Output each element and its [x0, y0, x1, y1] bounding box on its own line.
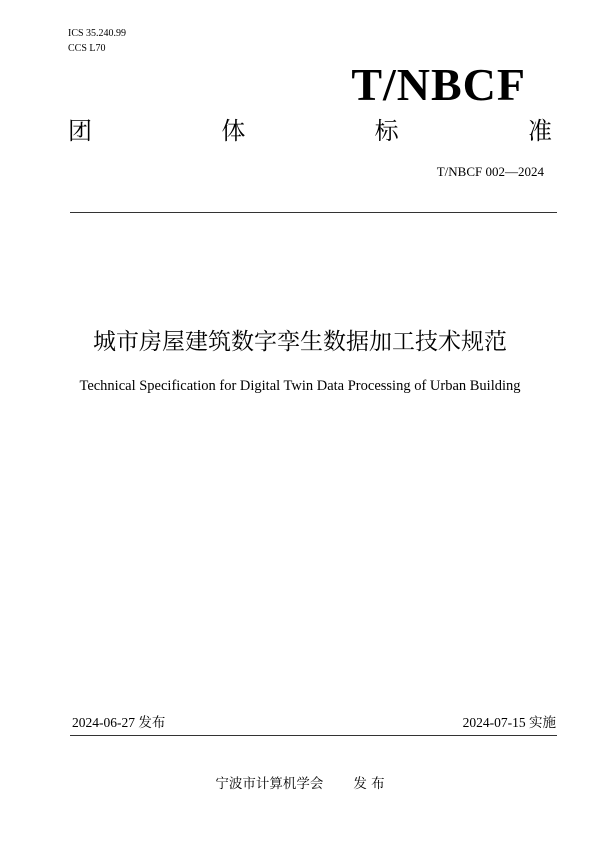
publisher-line: [0, 774, 600, 794]
document-title-english: Technical Specification for Digital Twin Data Processing of Urban Building: [79, 378, 521, 394]
publisher-action: 发 布: [353, 776, 385, 792]
standard-type-char: 团: [68, 117, 92, 145]
top-divider: [70, 212, 557, 213]
publish-date-value: 2024-06-27: [72, 715, 135, 730]
bottom-divider: [70, 735, 557, 736]
document-title-chinese: 城市房屋建筑数字孪生数据加工技术规范: [93, 329, 507, 355]
standard-type-heading: [68, 116, 552, 146]
standard-type-char: 体: [221, 117, 246, 145]
ccs-classification: CCS L70: [68, 43, 106, 54]
standard-type-char: 准: [527, 117, 552, 145]
publish-label: 发布: [138, 715, 166, 731]
implement-label: 实施: [529, 715, 556, 731]
implement-date: [463, 714, 556, 732]
implement-date-value: 2024-07-15: [462, 715, 526, 730]
standard-number: T/NBCF 002—2024: [436, 164, 544, 179]
standard-type-char: 标: [374, 117, 399, 145]
ics-classification: ICS 35.240.99: [68, 28, 127, 39]
publisher-name: 宁波市计算机学会: [215, 776, 324, 792]
standard-code-logo: T/NBCF: [351, 59, 526, 110]
publish-date: [72, 714, 165, 732]
